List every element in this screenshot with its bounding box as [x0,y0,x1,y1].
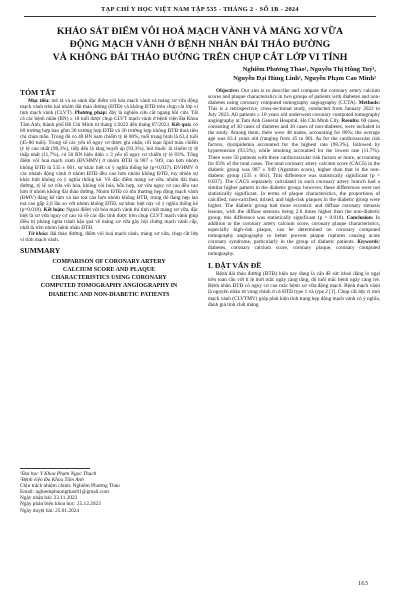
author-line-1: Nghiêm Phương Thảo¹, Nguyễn Thị Hồng Tuý², [242,66,376,73]
title-line-3: VÀ KHÔNG ĐÁI THÁO ĐƯỜNG TRÊN CHỤP CẮT LỚP VI TÍNH [52,52,348,63]
abstract-vi-heading: TÓM TẮT [20,88,56,97]
date-received: Ngày nhận bài: 23.11.2023 [20,495,78,502]
email-link[interactable]: Email: nghiemphuongthao91@gmail.com [20,489,110,496]
corresponding-author: Chịu trách nhiệm chính: Nghiêm Phương Thảo [20,483,120,490]
intro-heading: I. ĐẶT VẤN ĐỀ [208,261,262,271]
conclusion-vi-label: Kết luận: [43,206,65,213]
results-vi: có 60 trường hợp bao gồm 30 trường hợp ĐTĐ và 30 trường hợp không ĐTĐ thoả tiêu chí chọn mẫu. Trong đó có 48 BN nam chiếm tỷ lệ 80%, tuổi trung bình là 63,4 tuổi (45-80 tuổi). Trong số các yếu tố nguy cơ được ghi nhận, rối loạn lipid máu chiếm tỷ lệ cao nhất (98,3%), tiếp đến là tăng huyết áp (93,3%), hút thuốc lá chiếm tỷ lệ thấp nhất (11,7%), có 50 BN hiện diện ≥ 3 yếu tố nguy cơ chiếm tỷ lệ 83%. Tổng điểm vôi hoá mạch vành (ĐVHMV) ở nhóm ĐTĐ là 987 ± 949, cao hơn nhóm không ĐTĐ là 535 ± 661, sự khác biệt có ý nghĩa thống kê (p=0,037). ĐVHMV ở các nhánh động vành ở nhóm ĐTĐ đều cao hơn nhóm không ĐTĐ, tuy nhiên sự khác biệt không có ý nghĩa thống kê. Về đặc điểm mảng xơ vữa, nhóm đái tháo đường, tỷ lệ xơ vữa vôi hóa, không vôi hóa, hỗn hợp, xơ vữa nguy cơ cao đều cao hơn ở nhóm không đái tháo đường. Nhóm ĐTĐ có tổn thương hẹp động mạch vành (ĐMV) đáng kể tâm và lan toả cao hơn nhóm không ĐTĐ, trong đó đang hẹp lan toả cao gấp 2,6 lần so với nhóm không ĐTĐ, sự khác biệt này có ý nghĩa thống kê (p=0,018). [20,122,198,213]
conclusion-en: In addition to the coronary artery calcium score, coronary plaque characteristics, especially high-risk plaque, can be determined on coronary computed tomography angiography to better prevent plaque ruptures causing acute coronary syndrome, particularly in the group of diabetic patients. [208,214,380,246]
methods-en: This is a retrospective, cross-sectional study, conducted from January 2022 to July 2023. All patients ≥ 18 years old underwent coronary computed tomography angiography at Tam Anh General Hospital, Ho Chi Minh City. [208,106,380,125]
keywords-en: diabetes, coronary calcium score, coronary plaque, coronary computed tomography. [208,245,380,258]
keywords-en-label: Keywords: [357,239,380,246]
methods-en-label: Methods: [358,100,380,107]
summary-title [20,258,198,298]
summary-title-line-1: COMPARISON OF CORONARY ARTERY [52,259,166,266]
results-en: 60 cases, consisting of 30 cases of diabetes and 30 cases of non-diabetes, were included in the study. Among them, there were 48 males, accounting for 80%; the average age was 63.4 years old (ranging from 45 to 80). As for the cardiovascular risk factors, dyslipidemia accounted for the highest rate (98.3%), followed by hypertension (93.3%), while smoking accounted for the lowest rate (11.7%). There were 50 patients with three cardiovascular risk factors or more, accounting for 83% of the total cases. The total coronary artery calcium score (CACS) in the diabetic group was 987 ± 949 (Agatston score), higher than that in the non-diabetic group (535 ± 661). This difference was statistically significant (p = 0.037). The CACS separately calculated in each coronary artery branch had a similar higher pattern in the diabetic group; however, these differences were not statistically significant. In terms of plaque characteristics, the proportions of calcified, non-calcified, mixed, and high-risk plaques in the diabetic group were higher. The diabetic group had more eccentric and diffuse coronary stenosis lesions, with the diffuse stenosis being 2.6 times higher than the non-diabetic group; this difference was statistically significant (p = 0.018). [208,118,380,221]
results-vi-label: Kết quả: [171,122,192,129]
summary-heading: SUMMARY [20,246,61,256]
abstract-en-text [208,88,380,257]
journal-title: TẠP CHÍ Y HỌC VIỆT NAM TẬP 535 - THÁNG 2 - SỐ 1B - 2024 [101,6,299,13]
author-list [190,66,376,83]
footnotes [20,468,198,514]
title-line-2: ĐỘNG MẠCH VÀNH Ở BỆNH NHÂN ĐÁI THÁO ĐƯỜNG [69,39,331,50]
results-en-label: Results: [341,118,360,125]
keywords-vi-text: đái tháo đường, điểm vôi hoá mạch vành, mảng xơ vữa, chụp cắt lớp vi tính mạch vành. [20,231,198,244]
objective-vi: mô tả và so sánh đặc điểm vôi hóa mạch vành và mảng xơ vữa động mạch vành trên hai nhóm đái tháo đường (ĐTĐ) và không ĐTĐ trên chụp cắt lớp vi tính mạch vành (CLVT). [20,98,198,117]
summary-title-line-3: CHARACTERISTICS USING CORONARY [51,275,167,282]
affiliation-2: ²Bệnh viện Đa Khoa Tâm Anh [20,477,84,484]
footnote-rule [20,468,90,469]
intro-text: Bệnh đái tháo đường (ĐTĐ) hiện nay đang là vấn đề sức khoẻ đáng lo ngại trên toàn cầu với tỉ lệ mới mắc ngày càng tăng, độ tuổi mắc bệnh ngày càng trẻ. Bệnh nhân ĐTĐ có nguy cơ cao mắc bệnh xơ vữa động mạch. Bệnh mạch vành là nguyên nhân tử vong chính ở cả ĐTĐ type 1 và type 2 [1]. Chụp cắt lớp vi tính mạch vành (CLVTMV) giúp phát hiện tình trạng hẹp động mạch vành có ý nghĩa, đánh giá tính chất mảng [208,271,380,308]
conclusion-en-label: Conclusion: [346,214,374,221]
summary-title-line-2: CALCIUM SCORE AND PLAQUE [62,267,156,274]
author-line-2: Nguyễn Đại Hùng Linh¹, Nguyễn Phạm Cao Minh² [233,74,376,82]
date-reviewed: Ngày phản biện khoa học: 25.12.2023 [20,501,101,508]
summary-title-line-4: COMPUTED TOMOGRAPHY ANGIOGRAPHY IN [40,283,178,290]
objective-en-label: Objective: [216,88,240,94]
methods-vi: đây là nghiên cứu cắt ngang hồi cứu. Tất cả các bệnh nhân (BN) ≥ 18 tuổi được chụp CLVT mạch vành ở bệnh viện Đa Khoa Tâm Anh, thành phố Hồ Chí Minh từ tháng 1/2022 đến tháng 07/2023. [20,110,198,129]
keywords-vi [20,231,198,243]
date-accepted: Ngày duyệt bài: 25.01.2024 [20,507,79,514]
page-number: 163 [358,580,368,587]
header-rule [24,16,376,17]
title-line-1: KHẢO SÁT ĐIỂM VÔI HOÁ MẠCH VÀNH VÀ MẢNG XƠ VỮA [56,26,344,37]
methods-vi-label: Phương pháp: [74,110,108,117]
abstract-vi-text [20,98,198,231]
objective-vi-label: Mục tiêu: [28,98,50,104]
conclusion-vi: Ngoài điểm vôi hóa mạch vành thì tính chất mảng xơ vữa, đặc biệt là xơ vữa nguy cơ cao và về các đặc tính được trên chụp CLVT mạch vành giúp điều trị phòng ngừa tránh hậu quả về mảng xơ vữa gây hội chứng mạch vành cấp, nhất là trên nhóm bệnh nhân ĐTĐ. [20,206,198,231]
affiliation-1: ¹Đại học Y Khoa Phạm Ngọc Thạch [20,471,97,477]
article-title [40,25,360,64]
right-column [208,88,380,308]
objective-en: Our aim is to describe and compare the coronary artery calcium scores and plaque characteristics in two groups of patients with diabetes and non-diabetes using coronary computed tomography angiography (CCTA). [208,88,380,107]
keywords-vi-label: Từ khóa: [28,231,49,238]
running-header [0,0,400,24]
summary-title-line-5: DIABETIC AND NON-DIABETIC PATIENTS [48,291,170,298]
left-column [20,88,198,299]
